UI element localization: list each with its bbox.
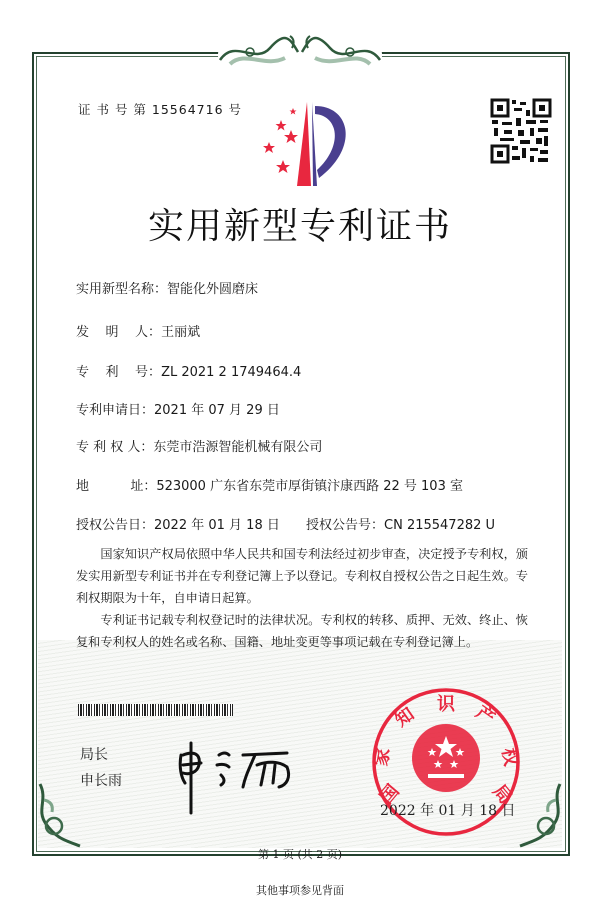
signatory-title: 局长 bbox=[80, 747, 108, 763]
cnipa-logo-icon bbox=[255, 100, 355, 195]
svg-text:局: 局 bbox=[488, 780, 517, 809]
field-value: 东莞市浩源智能机械有限公司 bbox=[153, 440, 323, 455]
field-label: 发 明 人： bbox=[76, 325, 162, 340]
field-patentee bbox=[76, 436, 322, 455]
field-grant-announcement-date bbox=[76, 514, 280, 533]
page-indicator: 第 1 页 (共 2 页) bbox=[257, 848, 343, 861]
field-inventor bbox=[76, 321, 200, 340]
field-label: 授权公告号： bbox=[306, 518, 385, 533]
svg-text:权: 权 bbox=[497, 746, 522, 768]
signatory-name: 申长雨 bbox=[80, 773, 122, 789]
field-value: 523000 广东省东莞市厚街镇汴康西路 22 号 103 室 bbox=[156, 479, 463, 494]
svg-text:家: 家 bbox=[370, 746, 395, 768]
barcode-icon bbox=[78, 704, 233, 716]
svg-text:识: 识 bbox=[437, 694, 455, 715]
signature-icon bbox=[175, 735, 305, 815]
field-value: ZL 2021 2 1749464.4 bbox=[161, 365, 302, 380]
field-address bbox=[76, 475, 463, 494]
body-paragraph-legal-status: 专利证书记载专利权登记时的法律状况。专利权的转移、质押、无效、终止、恢复和专利权人的姓名或名称、国籍、地址变更等事项记载在专利登记簿上。 bbox=[76, 613, 528, 649]
svg-text:产: 产 bbox=[471, 701, 499, 730]
svg-text:知: 知 bbox=[391, 703, 419, 732]
field-value: 智能化外圆磨床 bbox=[167, 282, 259, 297]
field-label: 实用新型名称： bbox=[76, 282, 168, 297]
certificate-body-text bbox=[76, 543, 528, 653]
field-application-date bbox=[76, 399, 280, 418]
field-label: 授权公告日： bbox=[76, 518, 155, 533]
field-label: 地 址： bbox=[76, 479, 157, 494]
qr-code-icon bbox=[490, 98, 552, 164]
field-value: CN 215547282 U bbox=[384, 518, 496, 533]
certificate-title: 实用新型专利证书 bbox=[147, 206, 452, 247]
field-grant-announcement-number bbox=[306, 514, 495, 533]
field-label: 专利申请日： bbox=[76, 403, 155, 418]
seal-date: 2022 年 01 月 18 日 bbox=[380, 803, 516, 819]
back-side-note: 其他事项参见背面 bbox=[256, 884, 344, 897]
field-label: 专 利 号： bbox=[76, 365, 162, 380]
certificate-number: 证 书 号 第 15564716 号 bbox=[78, 102, 242, 117]
field-value: 2022 年 01 月 18 日 bbox=[154, 518, 280, 533]
ornament-corner-left-icon bbox=[34, 780, 90, 850]
field-value: 王丽斌 bbox=[161, 325, 201, 340]
field-patent-number bbox=[76, 361, 301, 380]
field-label: 专 利 权 人： bbox=[76, 440, 154, 455]
field-value: 2021 年 07 月 29 日 bbox=[154, 403, 280, 418]
svg-text:国: 国 bbox=[375, 780, 404, 809]
ornament-top-icon bbox=[210, 30, 390, 72]
body-paragraph-grant: 国家知识产权局依照中华人民共和国专利法经过初步审查，决定授予专利权，颁发实用新型专利证书并在专利登记簿上予以登记。专利权自授权公告之日起生效。专利权期限为十年，自申请日起算。 bbox=[76, 547, 528, 605]
field-utility-model-name bbox=[76, 278, 258, 297]
